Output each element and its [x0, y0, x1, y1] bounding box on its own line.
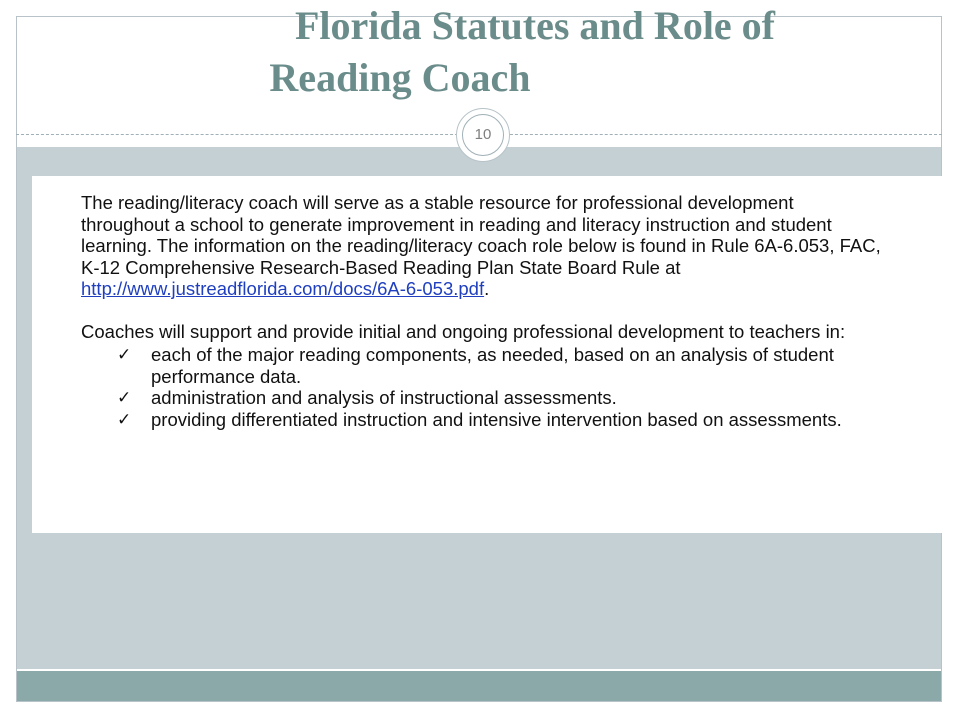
intro-paragraph-text: The reading/literacy coach will serve as a stable resource for professional development throughout a school to generate improvement in reading and literacy instruction and student learning. The information on the reading/literacy coach role below is found in Rule 6A-6.053, FAC, K-12 Comprehensive Research-Based Reading Plan State Board Rule at	[81, 192, 881, 278]
page-number: 10	[462, 114, 504, 156]
intro-paragraph	[81, 192, 881, 300]
checklist-item-text: providing differentiated instruction and intensive intervention based on assessments.	[151, 408, 842, 430]
checkmark-icon: ✓	[117, 409, 132, 429]
slide-title	[120, 0, 920, 104]
intro-paragraph-end: .	[484, 278, 490, 299]
checklist-item	[81, 387, 851, 409]
checklist-item	[81, 409, 851, 431]
page-number-badge	[456, 108, 510, 162]
slide-title-line-2: Reading Coach	[269, 55, 531, 100]
checkmark-icon: ✓	[117, 388, 132, 407]
support-checklist	[81, 344, 944, 430]
support-paragraph: Coaches will support and provide initial and ongoing professional development to teachers in:	[81, 320, 846, 342]
document-excerpt	[32, 176, 944, 533]
checklist-item-text: administration and analysis of instructional assessments.	[151, 387, 617, 408]
checkmark-icon: ✓	[117, 345, 132, 364]
footer-band	[17, 671, 941, 701]
checklist-item-text: each of the major reading components, as needed, based on an analysis of student performance data.	[151, 344, 834, 387]
slide-title-line-1: Florida Statutes and Role of	[295, 3, 775, 48]
rule-link[interactable]: http://www.justreadflorida.com/docs/6A-6-053.pdf	[81, 278, 485, 299]
checklist-item	[81, 344, 851, 387]
